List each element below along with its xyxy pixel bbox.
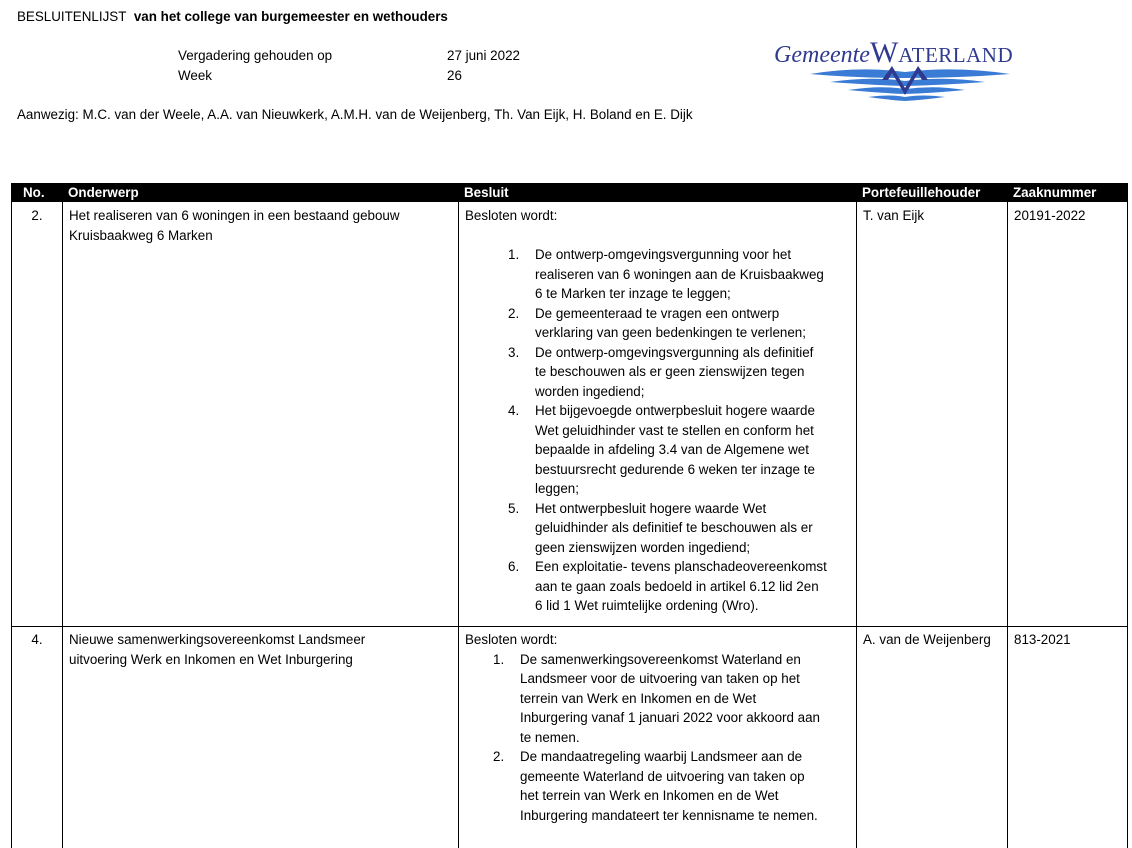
decision-line: geen zienswijzen worden ingediend; xyxy=(535,539,751,555)
column-header-subject: Onderwerp xyxy=(68,185,139,200)
decision-line: 6 te Marken ter inzage te leggen; xyxy=(535,286,731,301)
row-subject xyxy=(62,202,458,626)
decision-number: 2. xyxy=(493,749,505,764)
attendees: Aanwezig: M.C. van der Weele, A.A. van Nieuwkerk, A.M.H. van de Weijenberg, Th. Van Eijk, H. Boland en E. Dijk xyxy=(17,107,693,122)
column-header-decision: Besluit xyxy=(464,185,509,200)
subject-line: Kruisbaakweg 6 Marken xyxy=(69,227,213,243)
column-header-portfolio-holder: Portefeuillehouder xyxy=(862,185,981,200)
table-row xyxy=(11,202,1128,627)
decision-number: 4. xyxy=(508,403,520,418)
decision-line: het terrein van Werk en Inkomen en de Wet xyxy=(520,788,779,803)
row-number: 4. xyxy=(11,626,62,848)
week-value: 26 xyxy=(447,68,462,83)
decision-line: Het bijgevoegde ontwerpbesluit hogere waarde xyxy=(535,403,815,418)
table-row xyxy=(11,626,1128,848)
meeting-label: Vergadering gehouden op xyxy=(178,48,333,63)
decision-line: gemeente Waterland de uitvoering van taken op xyxy=(520,768,805,784)
decision-line: Inburgering mandateert ter kennisname te nemen. xyxy=(520,807,818,823)
decision-line: leggen; xyxy=(535,481,579,496)
decision-line: De gemeenteraad te vragen een ontwerp xyxy=(535,305,780,321)
decision-line: De samenwerkingsovereenkomst Waterland en xyxy=(520,651,801,667)
row-case-number: 813-2021 xyxy=(1007,626,1128,848)
table-header xyxy=(11,183,1128,202)
decision-number: 2. xyxy=(508,305,520,321)
decision-line: De ontwerp-omgevingsvergunning voor het xyxy=(535,247,792,262)
decision-line: Inburgering vanaf 1 januari 2022 voor akkoord aan xyxy=(520,710,821,725)
decision-item xyxy=(493,650,850,748)
decision-item xyxy=(508,499,850,558)
decision-list xyxy=(465,245,850,616)
decision-line: realiseren van 6 woningen aan de Kruisbaakweg xyxy=(535,266,824,282)
decision-line: verklaring van geen bedenkingen te verlenen; xyxy=(535,325,806,340)
decision-item xyxy=(508,245,850,304)
column-header-case-number: Zaaknummer xyxy=(1013,185,1097,200)
subject-line: uitvoering Werk en Inkomen en Wet Inburgering xyxy=(69,651,353,667)
row-portfolio-holder: A. van de Weijenberg xyxy=(856,626,1007,848)
column-header-no: No. xyxy=(23,185,45,200)
row-decision xyxy=(458,202,856,626)
subject-line: Het realiseren van 6 woningen in een bestaand gebouw xyxy=(69,208,400,223)
subject-line: Nieuwe samenwerkingsovereenkomst Landsmeer xyxy=(69,632,366,647)
decision-intro: Besloten wordt: xyxy=(465,208,558,223)
decision-line: geluidhinder als definitief te beschouwen als er xyxy=(535,520,813,535)
decision-line: worden ingediend; xyxy=(535,383,645,399)
decision-list xyxy=(465,650,850,826)
decision-line: terrein van Werk en Inkomen en de Wet xyxy=(520,690,757,706)
row-case-number: 20191-2022 xyxy=(1007,202,1128,626)
decision-number: 5. xyxy=(508,500,520,516)
decision-item xyxy=(508,343,850,402)
doc-subtitle: van het college van burgemeester en wethouders xyxy=(133,9,448,24)
logo-text-w: W xyxy=(869,36,899,69)
meeting-date: 27 juni 2022 xyxy=(447,48,520,63)
row-subject xyxy=(62,626,458,848)
decision-line: te nemen. xyxy=(520,729,580,745)
doc-type: BESLUITENLIJST xyxy=(17,9,127,24)
decision-line: Landsmeer voor de uitvoering van taken op het xyxy=(520,671,800,686)
decision-item xyxy=(508,304,850,343)
decision-line: 6 lid 1 Wet ruimtelijke ordening (Wro). xyxy=(535,598,759,613)
row-decision xyxy=(458,626,856,848)
decision-line: bestuursrecht gedurende 6 weken ter inzage te xyxy=(535,461,815,477)
decision-item xyxy=(493,747,850,825)
decision-line: aan te gaan zoals bedoeld in artikel 6.12 lid 2en xyxy=(535,578,819,594)
decision-intro: Besloten wordt: xyxy=(465,632,558,647)
decision-number: 1. xyxy=(508,247,520,262)
decision-line: De mandaatregeling waarbij Landsmeer aan de xyxy=(520,749,803,764)
decision-item xyxy=(508,401,850,499)
decision-number: 3. xyxy=(508,344,520,360)
logo-text-gemeente: Gemeente xyxy=(774,42,870,68)
row-portfolio-holder: T. van Eijk xyxy=(856,202,1007,626)
logo-text-aterland: ATERLAND xyxy=(898,43,1014,67)
document-title xyxy=(17,9,448,24)
week-label: Week xyxy=(178,68,212,83)
row-number: 2. xyxy=(11,202,62,626)
decision-line: te beschouwen als er geen zienswijzen tegen xyxy=(535,364,805,379)
decision-line: De ontwerp-omgevingsvergunning als definitief xyxy=(535,344,814,360)
decision-line: bepaalde in afdeling 3.4 van de Algemene wet xyxy=(535,442,809,457)
decision-line: Een exploitatie- tevens planschadeovereenkomst xyxy=(535,559,827,574)
logo-text xyxy=(774,36,1013,70)
decision-line: Wet geluidhinder vast te stellen en conform het xyxy=(535,422,814,438)
decision-item xyxy=(508,557,850,616)
gemeente-waterland-logo xyxy=(770,32,1040,112)
decision-line: Het ontwerpbesluit hogere waarde Wet xyxy=(535,500,767,516)
decision-number: 6. xyxy=(508,559,520,574)
decision-number: 1. xyxy=(493,651,505,667)
